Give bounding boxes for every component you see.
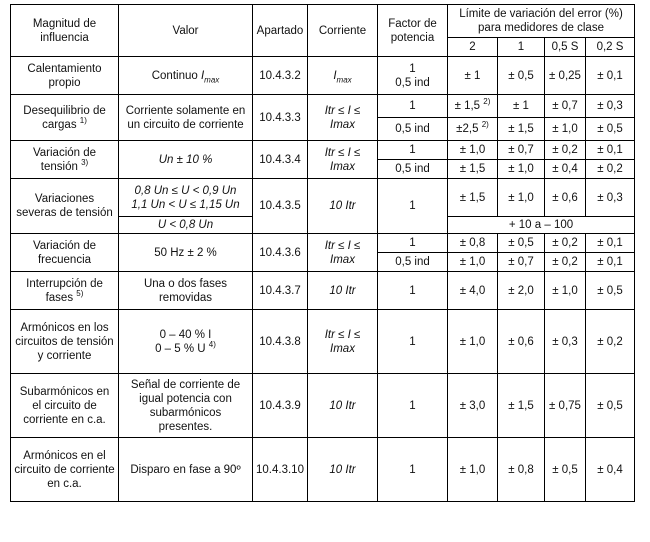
cell-class-1: ± 2,0 bbox=[498, 272, 545, 310]
row-valor: Disparo en fase a 90º bbox=[119, 438, 253, 502]
cell-class-02s: ± 0,1 bbox=[586, 57, 635, 95]
header-magnitud: Magnitud de influencia bbox=[11, 5, 119, 57]
cell-class-1: ± 1 bbox=[498, 95, 545, 118]
cell-class-02s: ± 0,1 bbox=[586, 234, 635, 253]
row-factor: 0,5 ind bbox=[378, 253, 448, 272]
cell-class-2: ± 1,5 bbox=[448, 160, 498, 179]
cell-class-02s: ± 0,4 bbox=[586, 438, 635, 502]
header-row bbox=[11, 5, 635, 38]
cell-class-1: ± 1,5 bbox=[498, 374, 545, 438]
row-corriente: Itr ≤ I ≤ Imax bbox=[308, 310, 378, 374]
row-apartado: 10.4.3.2 bbox=[253, 57, 308, 95]
cell-class-05s: ± 0,2 bbox=[545, 253, 586, 272]
row-name: Interrupción de fases $^{5)}$ bbox=[11, 272, 119, 310]
header-apartado: Apartado bbox=[253, 5, 308, 57]
row-corriente: 10 Itr bbox=[308, 272, 378, 310]
table-row bbox=[11, 141, 635, 160]
row-factor: 1 0,5 ind bbox=[378, 57, 448, 95]
cell-class-02s: ± 0,5 bbox=[586, 118, 635, 141]
row-apartado: 10.4.3.7 bbox=[253, 272, 308, 310]
influence-table bbox=[10, 4, 635, 502]
cell-class-2: ± 0,8 bbox=[448, 234, 498, 253]
row-corriente: Itr ≤ I ≤ Imax bbox=[308, 141, 378, 179]
row-name: Armónicos en el circuito de corriente en c.a. bbox=[11, 438, 119, 502]
cell-class-02s: ± 0,2 bbox=[586, 160, 635, 179]
cell-class-02s: ± 0,5 bbox=[586, 374, 635, 438]
row-factor: 0,5 ind bbox=[378, 118, 448, 141]
cell-class-05s: ± 0,2 bbox=[545, 234, 586, 253]
row-corriente: 10 Itr bbox=[308, 438, 378, 502]
header-corriente: Corriente bbox=[308, 5, 378, 57]
row-valor: Señal de corriente de igual potencia con subarmónicos presentes. bbox=[119, 374, 253, 438]
table-row bbox=[11, 310, 635, 374]
row-valor: Una o dos fases removidas bbox=[119, 272, 253, 310]
row-corriente: 10 Itr bbox=[308, 179, 378, 234]
table-row bbox=[11, 374, 635, 438]
cell-class-02s: ± 0,5 bbox=[586, 272, 635, 310]
cell-class-02s: ± 0,1 bbox=[586, 141, 635, 160]
row-factor: 1 bbox=[378, 374, 448, 438]
cell-class-02s: ± 0,3 bbox=[586, 95, 635, 118]
row-apartado: 10.4.3.9 bbox=[253, 374, 308, 438]
header-class-05s: 0,5 S bbox=[545, 38, 586, 57]
table-row bbox=[11, 179, 635, 217]
row-factor: 1 bbox=[378, 95, 448, 118]
row-name: Variación de tensión $^{3)}$ bbox=[11, 141, 119, 179]
cell-class-05s: ± 0,4 bbox=[545, 160, 586, 179]
cell-class-02s: ± 0,1 bbox=[586, 253, 635, 272]
cell-class-1: ± 1,5 bbox=[498, 118, 545, 141]
table-row bbox=[11, 272, 635, 310]
header-limite: Límite de variación del error (%) para medidores de clase bbox=[448, 5, 635, 38]
row-name: Subarmónicos en el circuito de corriente en c.a. bbox=[11, 374, 119, 438]
row-factor: 1 bbox=[378, 234, 448, 253]
row-name: Armónicos en los circuitos de tensión y corriente bbox=[11, 310, 119, 374]
row-corriente: 10 Itr bbox=[308, 374, 378, 438]
row-corriente: $I_{max}$ bbox=[308, 57, 378, 95]
cell-class-2: ± 1,0 bbox=[448, 438, 498, 502]
row-apartado: 10.4.3.10 bbox=[253, 438, 308, 502]
table-row bbox=[11, 95, 635, 118]
table-row bbox=[11, 438, 635, 502]
cell-class-2: ± 1,0 bbox=[448, 310, 498, 374]
cell-class-1: ± 1,0 bbox=[498, 179, 545, 217]
row-valor: Continuo $I_{max}$ bbox=[119, 57, 253, 95]
cell-class-2: ± 4,0 bbox=[448, 272, 498, 310]
cell-class-1: ± 0,5 bbox=[498, 234, 545, 253]
row-name: Variación de frecuencia bbox=[11, 234, 119, 272]
row-valor: 0 – 40 % I 0 – 5 % U $^{4)}$ bbox=[119, 310, 253, 374]
cell-class-05s: ± 0,6 bbox=[545, 179, 586, 217]
cell-class-05s: ± 0,2 bbox=[545, 141, 586, 160]
table-row bbox=[11, 57, 635, 95]
row-name: Calentamiento propio bbox=[11, 57, 119, 95]
cell-class-05s: ± 0,5 bbox=[545, 438, 586, 502]
row-factor: 1 bbox=[378, 438, 448, 502]
cell-class-2: ± 1,5 bbox=[448, 179, 498, 217]
row-factor: 1 bbox=[378, 179, 448, 234]
row-valor: 50 Hz ± 2 % bbox=[119, 234, 253, 272]
cell-class-02s: ± 0,3 bbox=[586, 179, 635, 217]
row-apartado: 10.4.3.3 bbox=[253, 95, 308, 141]
row-name: Desequilibrio de cargas $^{1)}$ bbox=[11, 95, 119, 141]
row-apartado: 10.4.3.8 bbox=[253, 310, 308, 374]
cell-class-05s: ± 0,25 bbox=[545, 57, 586, 95]
row-apartado: 10.4.3.4 bbox=[253, 141, 308, 179]
cell-class-05s: ± 0,75 bbox=[545, 374, 586, 438]
cell-class-2: ± 1,0 bbox=[448, 141, 498, 160]
table-wrapper bbox=[10, 4, 635, 502]
cell-class-05s: ± 0,7 bbox=[545, 95, 586, 118]
header-factor: Factor de potencia bbox=[378, 5, 448, 57]
row-valor: Un ± 10 % bbox=[119, 141, 253, 179]
cell-class-2: ± 3,0 bbox=[448, 374, 498, 438]
cell-class-1: ± 0,7 bbox=[498, 253, 545, 272]
row-factor: 0,5 ind bbox=[378, 160, 448, 179]
cell-class-2: ± 1,0 bbox=[448, 253, 498, 272]
header-class-1: 1 bbox=[498, 38, 545, 57]
cell-class-2: ± 1 bbox=[448, 57, 498, 95]
row-apartado: 10.4.3.5 bbox=[253, 179, 308, 234]
cell-class-05s: ± 1,0 bbox=[545, 118, 586, 141]
row-corriente: Itr ≤ I ≤ Imax bbox=[308, 234, 378, 272]
row-factor: 1 bbox=[378, 141, 448, 160]
cell-class-2: ±2,5 $^{2)}$ bbox=[448, 118, 498, 141]
cell-class-2: ± 1,5 $^{2)}$ bbox=[448, 95, 498, 118]
row-valor: Corriente solamente en un circuito de corriente bbox=[119, 95, 253, 141]
row-valor: 0,8 Un ≤ U < 0,9 Un 1,1 Un < U ≤ 1,15 Un bbox=[119, 179, 253, 217]
cell-class-05s: ± 0,3 bbox=[545, 310, 586, 374]
row-valor: U < 0,8 Un bbox=[119, 217, 253, 234]
cell-class-1: ± 0,7 bbox=[498, 141, 545, 160]
header-class-2: 2 bbox=[448, 38, 498, 57]
row-factor: 1 bbox=[378, 272, 448, 310]
cell-class-1: ± 0,5 bbox=[498, 57, 545, 95]
header-class-02s: 0,2 S bbox=[586, 38, 635, 57]
header-valor: Valor bbox=[119, 5, 253, 57]
row-name: Variaciones severas de tensión bbox=[11, 179, 119, 234]
cell-class-1: ± 0,8 bbox=[498, 438, 545, 502]
cell-class-1: ± 1,0 bbox=[498, 160, 545, 179]
cell-class-05s: ± 1,0 bbox=[545, 272, 586, 310]
row-apartado: 10.4.3.6 bbox=[253, 234, 308, 272]
row-factor: 1 bbox=[378, 310, 448, 374]
cell-span-all-classes: + 10 a – 100 bbox=[448, 217, 635, 234]
table-row bbox=[11, 234, 635, 253]
row-corriente: Itr ≤ I ≤ Imax bbox=[308, 95, 378, 141]
cell-class-02s: ± 0,2 bbox=[586, 310, 635, 374]
cell-class-1: ± 0,6 bbox=[498, 310, 545, 374]
